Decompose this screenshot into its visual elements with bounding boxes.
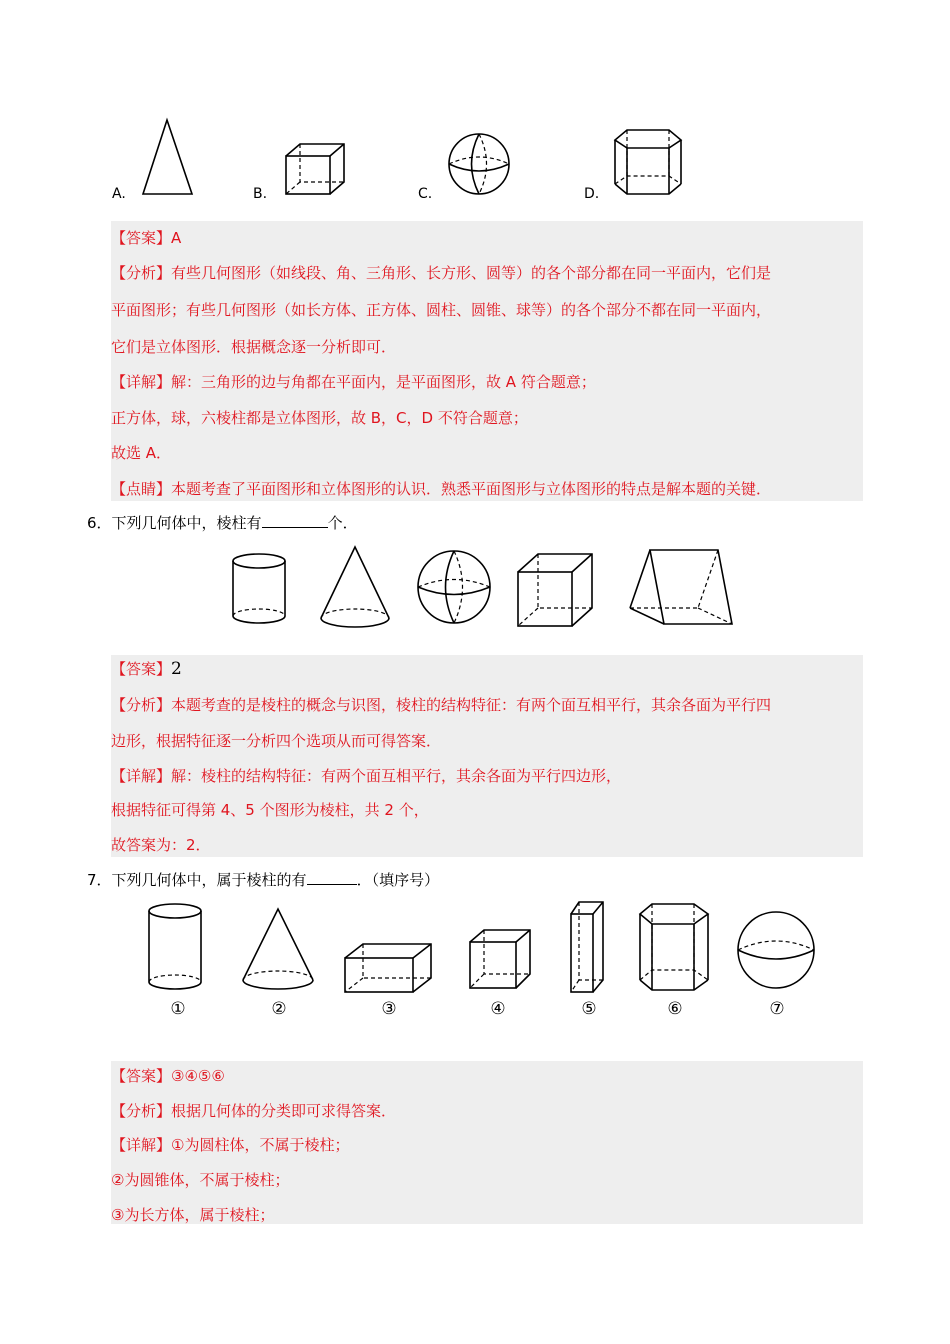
q6-detail-line-1: 【详解】解：棱柱的结构特征：有两个面互相平行，其余各面为平行四边形， (111, 767, 622, 785)
cylinder-icon (147, 902, 207, 994)
q5-detail-line-3: 故选 A． (111, 444, 172, 462)
q7-analysis: 【分析】根据几何体的分类即可求得答案． (111, 1102, 397, 1120)
triangle-icon (140, 118, 200, 198)
cuboid-icon (343, 942, 435, 996)
q6-detail-line-3: 故答案为：2． (111, 836, 211, 854)
q5-comment: 【点睛】本题考查了平面图形和立体图形的认识．熟悉平面图形与立体图形的特点是解本题的关键． (111, 480, 772, 498)
q5-analysis-line-2: 平面图形；有些几何图形（如长方体、正方体、圆柱、圆锥、球等）的各个部分不都在同一平面内， (111, 301, 772, 319)
sphere-icon (736, 910, 818, 992)
q7-answer: 【答案】③④⑤⑥ (111, 1067, 225, 1085)
q5-analysis-line-1: 【分析】有些几何图形（如线段、角、三角形、长方形、圆等）的各个部分都在同一平面内，它们是 (111, 264, 772, 282)
q6-analysis-line-1: 【分析】本题考查的是棱柱的概念与识图，棱柱的结构特征：有两个面互相平行，其余各面为平行四 (111, 696, 772, 714)
q6-question: 6．下列几何体中，棱柱有 个． (87, 514, 358, 532)
q6-detail-line-2: 根据特征可得第 4、5 个图形为棱柱，共 2 个， (111, 801, 429, 819)
shape-label: ⑥ (667, 999, 683, 1019)
option-d-label: D. (584, 186, 600, 202)
q7-detail-line-1: 【详解】①为圆柱体，不属于棱柱； (111, 1136, 350, 1154)
q5-detail-line-2: 正方体，球，六棱柱都是立体图形，故 B，C，D 不符合题意； (111, 409, 528, 427)
hexagonal-prism-icon (613, 126, 685, 198)
option-b-label: B. (253, 186, 268, 202)
q7-answer-blank[interactable] (307, 870, 357, 885)
cone-icon (240, 906, 320, 992)
tall-prism-icon (569, 898, 609, 998)
shape-label: ② (271, 999, 287, 1019)
q6-answer-blank[interactable] (262, 513, 328, 528)
q5-analysis-line-3: 它们是立体图形．根据概念逐一分析即可． (111, 338, 397, 356)
shape-label: ⑤ (581, 999, 597, 1019)
shape-label: ③ (381, 999, 397, 1019)
triangular-prism-icon (628, 546, 736, 628)
cylinder-icon (230, 552, 290, 628)
q7-question: 7．下列几何体中，属于棱柱的有 ．（填序号） (87, 871, 440, 889)
shape-label: ① (170, 999, 186, 1019)
sphere-icon (415, 548, 495, 628)
q7-detail-line-2: ②为圆锥体，不属于棱柱； (111, 1171, 290, 1189)
q5-detail-line-1: 【详解】解：三角形的边与角都在平面内，是平面图形，故 A 符合题意； (111, 373, 596, 391)
q6-answer: 【答案】2 (111, 659, 182, 679)
cube-icon (468, 928, 534, 992)
q6-solution-box (111, 655, 863, 857)
option-a-label: A. (112, 186, 126, 202)
q7-detail-line-3: ③为长方体，属于棱柱； (111, 1206, 275, 1224)
hexagonal-prism-icon (638, 900, 712, 996)
q5-answer: 【答案】A (111, 229, 182, 247)
cube-icon (516, 552, 596, 630)
option-c-label: C. (418, 186, 433, 202)
shape-label: ⑦ (769, 999, 785, 1019)
shape-label: ④ (490, 999, 506, 1019)
sphere-icon (446, 132, 514, 198)
cone-icon (318, 544, 394, 634)
q6-analysis-line-2: 边形，根据特征逐一分析四个选项从而可得答案． (111, 732, 442, 750)
cube-icon (284, 142, 348, 198)
